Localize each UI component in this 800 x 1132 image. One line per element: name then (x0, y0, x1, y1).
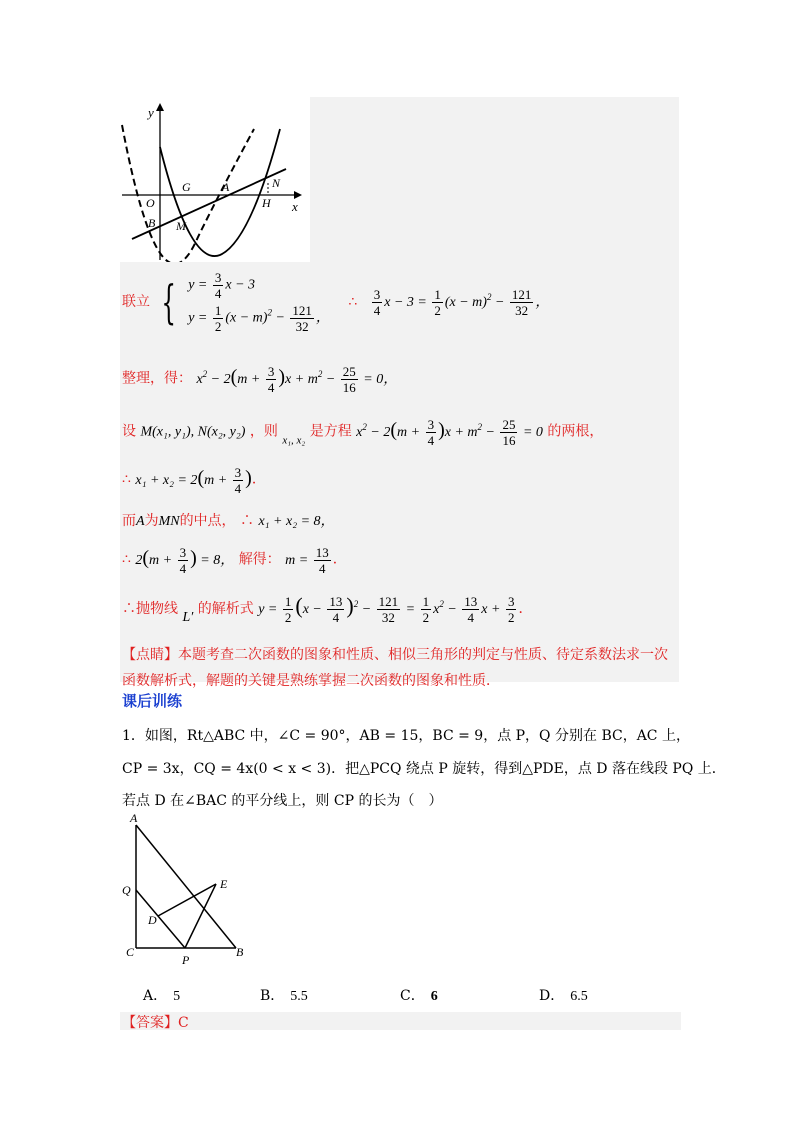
point-d-label: D (148, 913, 157, 927)
question-line-3: 若点 D 在∠BAC 的平分线上，则 CP 的长为（ ） (122, 793, 443, 809)
point-n-label: N (272, 176, 281, 190)
origin-label: O (146, 196, 155, 210)
option-c[interactable]: C． 6 (400, 988, 438, 1004)
point-e-label: E (220, 877, 228, 891)
option-a[interactable]: A． 5 (143, 988, 181, 1004)
solve-line: ∴ 2(m + $\frac{3}{4}$ ) = 8， 解得： m = $\frac{13}{4}$ ． (122, 545, 347, 576)
section-title: 课后训练 (122, 692, 183, 710)
vertex-c-label: C (126, 945, 135, 959)
point-p-label: P (182, 953, 190, 967)
midpoint-line: 而A为MN的中点， ∴ x₁ + x₂ = 8， (122, 513, 335, 529)
simplify-line: 整理，得： $x^2 - 2(m$ + $\frac{3}{4}$ )$x + m^2$ − $\frac{25}{16}$ = 0， (122, 364, 398, 395)
parabola-formula-line: ∴抛物线 L′ 的解析式 y = $\frac{1}{2}$ (x − $\frac{13}{4}$ )$^2$ − $\frac{121}{32}$ = $\frac{1}{2}$ $x^2$ − $\frac{13}{4}$ x + $\frac{3}{2}$ ． (122, 593, 533, 626)
point-h-label: H (262, 196, 271, 210)
key-point-note: 【点睛】本题考查二次函数的图象和性质、相似三角形的判定与性质、待定系数法求一次函数解析式，解题的关键是熟练掌握二次函数的图象和性质． (122, 647, 668, 689)
point-b-label: B (148, 216, 156, 230)
vertex-b-label: B (236, 945, 244, 959)
option-d[interactable]: D． 6.5 (539, 988, 588, 1004)
option-b[interactable]: B． 5.5 (260, 988, 308, 1004)
parabola-graph (120, 97, 310, 262)
question-line-2: CP = 3x，CQ = 4x(0 < x < 3)．把△PCQ 绕点 P 旋转，得到△PDE，点 D 落在线段 PQ 上． (122, 761, 726, 777)
y-axis-label: y (148, 105, 154, 120)
point-a-label: A (222, 180, 230, 194)
x-axis-label: x (292, 199, 298, 214)
answer-line: 【答案】C (120, 1012, 681, 1030)
triangle-figure (118, 810, 258, 972)
question-line-1: 1．如图，Rt△ABC 中，∠C = 90°，AB = 15，BC = 9，点 P，Q 分别在 BC，AC 上， (122, 728, 690, 744)
point-m-label: M (176, 219, 186, 233)
vertex-a-label: A (130, 811, 138, 825)
lianli-label: 联立 (122, 294, 150, 310)
equation-system: y = $\frac{3}{4}$ x − 3 y = $\frac{1}{2}$ $(x - m)^2$ − $\frac{121}{32}$ ， (188, 270, 330, 334)
brace: { (161, 275, 177, 329)
point-g-label: G (182, 180, 191, 194)
point-q-label: Q (122, 883, 131, 897)
combined-equation: $\frac{3}{4}$ x − 3 = $\frac{1}{2}$ $(x - m)^2$ − $\frac{121}{32}$ ， (373, 287, 550, 319)
system-line: 联立 { y = $\frac{3}{4}$ x − 3 y = $\frac{1}{2}$ $(x - m)^2$ − $\frac{121}{32}$ ， ∴ $\frac{3}{4}$ x − 3 = $\frac{1}{2}$ $(x - m)^2$ − $\frac{121}{32}$ ， (122, 270, 550, 334)
assume-line: 设 M(x₁, y₁), N(x₂, y₂) ，则 $_{x_1, x_2}$ 是方程 $x^2 - 2(m$ + $\frac{3}{4}$ )$x + m^2$ − $\frac{25}{16}$ = 0 的两根， (122, 417, 604, 448)
sum-line: ∴ x₁ + x₂ = 2(m + $\frac{3}{4}$ )． (122, 465, 266, 496)
parabola-figure (120, 97, 310, 262)
